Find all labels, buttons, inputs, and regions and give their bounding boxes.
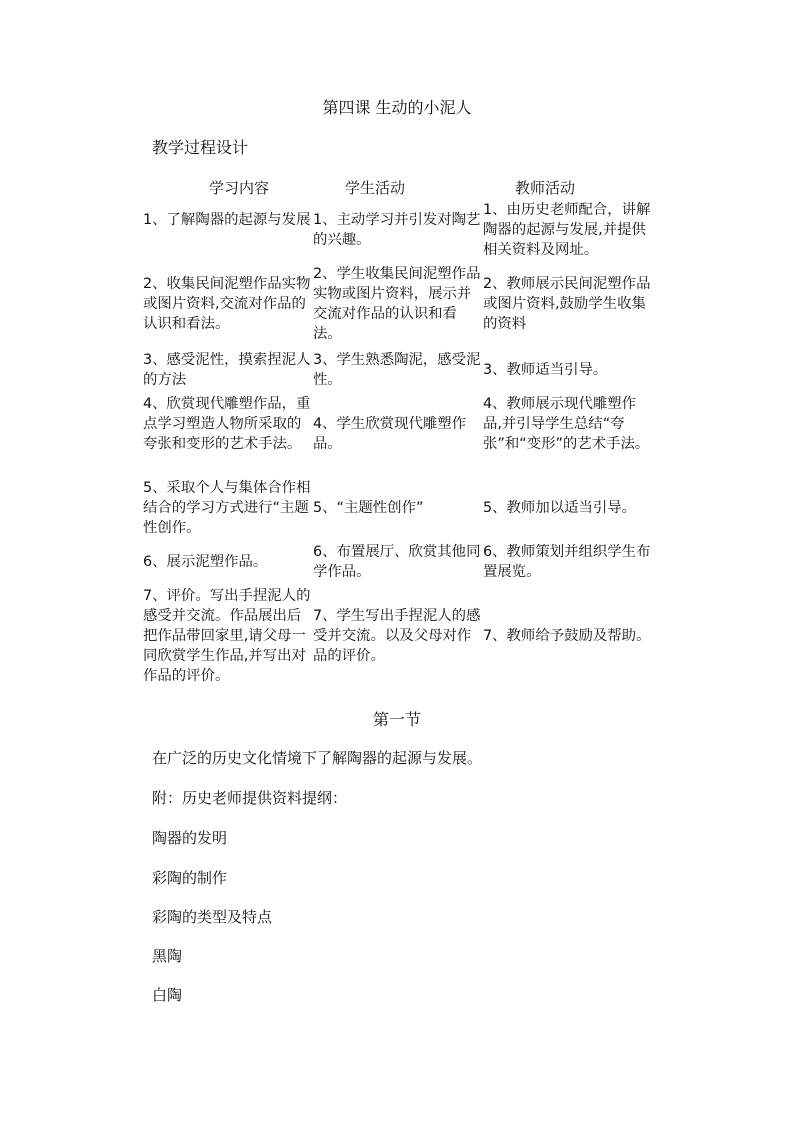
table-cell-row4-content: 4、欣赏现代雕塑作品，重点学习塑造人物所采取的夸张和变形的艺术手法。 <box>143 396 311 452</box>
table-cell-row6-content: 6、展示泥塑作品。 <box>143 554 268 570</box>
table-cell-row5-student: 5、“主题性创作” <box>313 500 424 516</box>
outline-item: 彩陶的类型及特点 <box>152 908 273 926</box>
table-cell-row2-teacher: 2、教师展示民间泥塑作品或图片资料,鼓励学生收集的资料 <box>483 276 651 332</box>
table-cell-row4-student: 4、学生欣赏现代雕塑作品。 <box>313 416 467 452</box>
column-header-student-activity: 学生活动 <box>345 179 406 197</box>
column-header-learning-content: 学习内容 <box>209 179 270 197</box>
section-subtitle: 教学过程设计 <box>152 138 249 157</box>
paragraph-intro: 在广泛的历史文化情境下了解陶器的起源与发展。 <box>152 749 483 767</box>
table-cell-row6-teacher: 6、教师策划并组织学生布置展览。 <box>483 544 651 580</box>
table-cell-row3-content: 3、感受泥性，摸索捏泥人的方法 <box>143 352 311 388</box>
table-cell-row5-content: 5、采取个人与集体合作相结合的学习方式进行“主题性创作。 <box>143 480 311 536</box>
table-cell-row4-teacher: 4、教师展示现代雕塑作品,并引导学生总结“夸张”和“变形”的艺术手法。 <box>483 396 650 452</box>
table-cell-row1-teacher: 1、由历史老师配合，讲解陶器的起源与发展,并提供相关资料及网址。 <box>483 202 651 258</box>
section-heading: 第一节 <box>372 710 421 729</box>
table-cell-row7-content: 7、评价。写出手捏泥人的感受并交流。作品展出后把作品带回家里,请父母一同欣赏学生作品,并写出对作品的评价。 <box>143 588 311 684</box>
table-cell-row7-teacher: 7、教师给予鼓励及帮助。 <box>483 628 651 644</box>
table-cell-row1-content: 1、了解陶器的起源与发展 <box>143 212 311 228</box>
paragraph-outline-note: 附：历史老师提供资料提纲： <box>152 789 348 807</box>
column-header-teacher-activity: 教师活动 <box>515 179 576 197</box>
table-cell-row6-student: 6、布置展厅、欣赏其他同学作品。 <box>313 544 481 580</box>
table-cell-row3-student: 3、学生熟悉陶泥，感受泥性。 <box>313 352 481 388</box>
outline-item: 陶器的发明 <box>152 829 228 847</box>
outline-item: 黑陶 <box>152 947 183 965</box>
outline-item: 白陶 <box>152 986 183 1004</box>
table-cell-row2-content: 2、收集民间泥塑作品实物或图片资料,交流对作品的认识和看法。 <box>143 276 311 332</box>
lesson-title: 第四课 生动的小泥人 <box>322 98 472 117</box>
table-cell-row7-student: 7、学生写出手捏泥人的感受并交流。以及父母对作品的评价。 <box>313 608 481 664</box>
table-cell-row2-student: 2、学生收集民间泥塑作品实物或图片资料，展示并交流对作品的认识和看法。 <box>313 266 481 342</box>
table-cell-row3-teacher: 3、教师适当引导。 <box>483 362 608 378</box>
outline-item: 彩陶的制作 <box>152 869 228 887</box>
table-cell-row5-teacher: 5、教师加以适当引导。 <box>483 500 637 516</box>
table-cell-row1-student: 1、主动学习并引发对陶艺的兴趣。 <box>313 212 481 248</box>
